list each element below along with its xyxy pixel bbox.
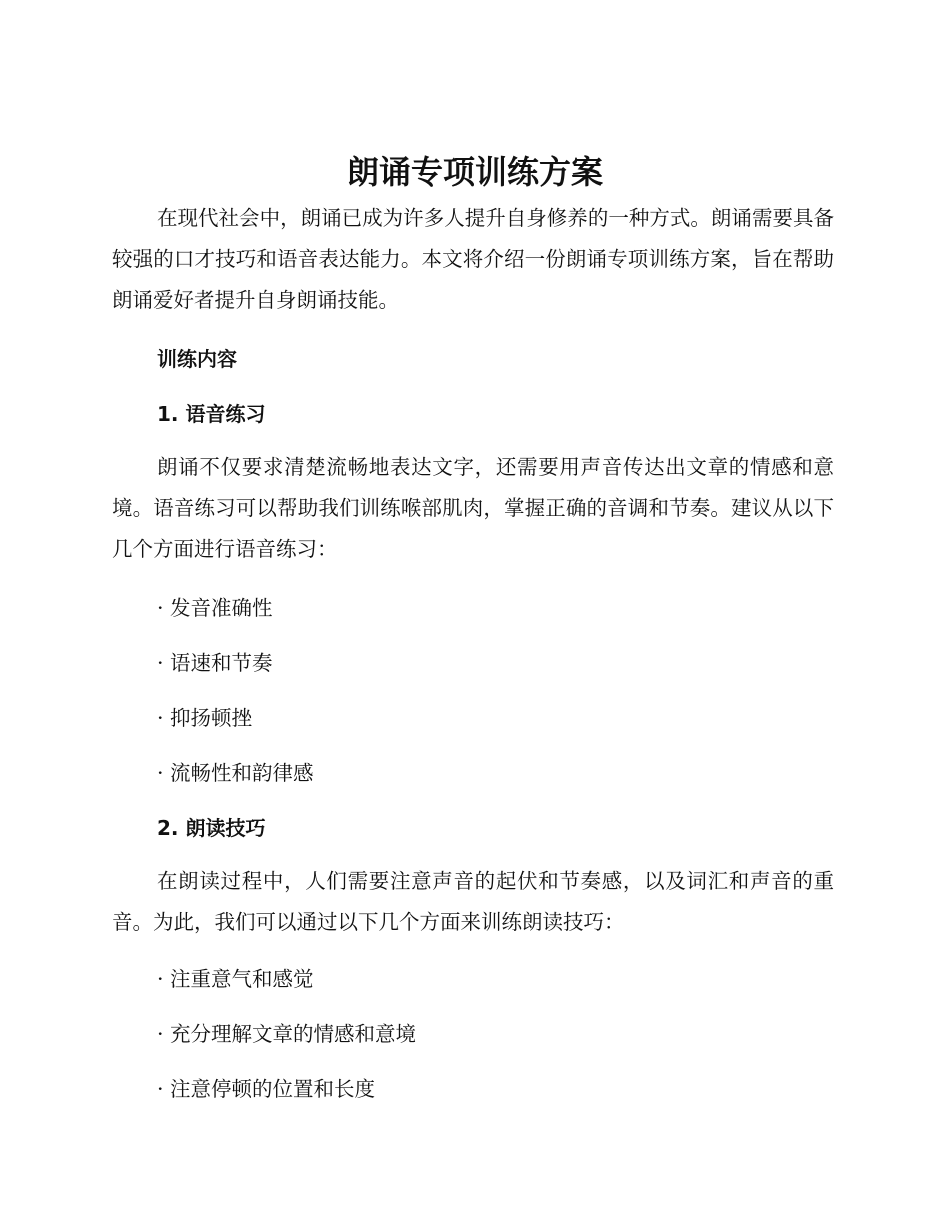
section-heading-voice-practice: 1. 语音练习: [157, 402, 266, 426]
list-item: · 注重意气和感觉: [157, 967, 314, 991]
list-item: · 流畅性和韵律感: [157, 761, 314, 785]
voice-practice-paragraph: 朗诵不仅要求清楚流畅地表达文字，还需要用声音传达出文章的情感和意境。语音练习可以帮助我们训练喉部肌肉，掌握正确的音调和节奏。建议从以下几个方面进行语音练习：: [112, 455, 834, 561]
list-item: · 发音准确性: [157, 596, 273, 620]
section-heading-reading-skills: 2. 朗读技巧: [157, 816, 266, 840]
document-title: 朗诵专项训练方案: [346, 153, 603, 191]
section-heading-training-content: 训练内容: [157, 347, 237, 371]
list-item: · 充分理解文章的情感和意境: [157, 1022, 417, 1046]
reading-skills-paragraph: 在朗读过程中，人们需要注意声音的起伏和节奏感，以及词汇和声音的重音。为此，我们可以通过以下几个方面来训练朗读技巧：: [112, 869, 834, 934]
list-item: · 注意停顿的位置和长度: [157, 1077, 376, 1101]
list-item: · 抑扬顿挫: [157, 706, 253, 730]
list-item: · 语速和节奏: [157, 651, 273, 675]
intro-paragraph: 在现代社会中，朗诵已成为许多人提升自身修养的一种方式。朗诵需要具备较强的口才技巧和语音表达能力。本文将介绍一份朗诵专项训练方案，旨在帮助朗诵爱好者提升自身朗诵技能。: [112, 206, 834, 312]
